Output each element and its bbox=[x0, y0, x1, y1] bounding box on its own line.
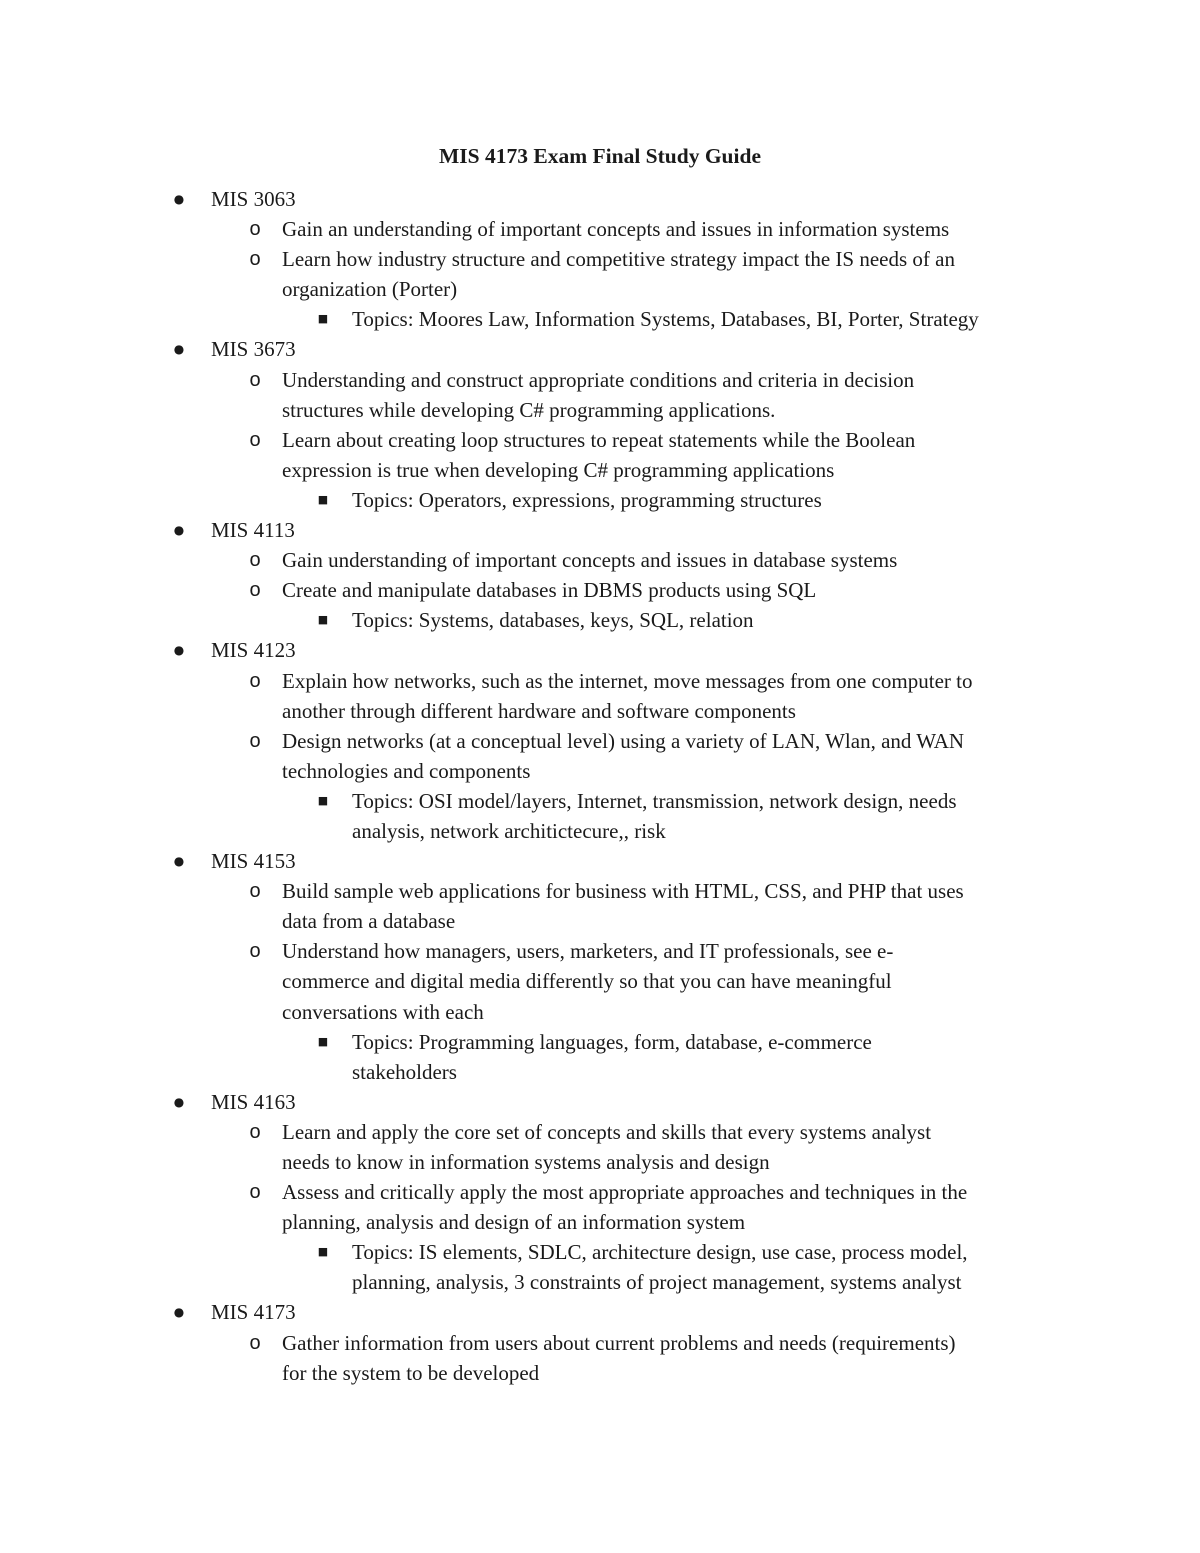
objective-item-text: Learn how industry structure and competitive strategy impact the IS needs of an bbox=[282, 247, 955, 272]
bullet-circle-icon: o bbox=[249, 248, 261, 271]
course-heading-text: MIS 4113 bbox=[211, 518, 295, 543]
course-heading bbox=[0, 334, 1200, 364]
bullet-square-icon: ■ bbox=[317, 312, 329, 326]
objective-continuation-text: commerce and digital media differently so that you can have meaningful bbox=[282, 969, 892, 994]
course-heading-text: MIS 4123 bbox=[211, 638, 296, 663]
bullet-circle-icon: o bbox=[249, 1331, 261, 1354]
topics-item-text: Topics: IS elements, SDLC, architecture design, use case, process model, bbox=[352, 1240, 968, 1265]
objective-item bbox=[0, 1177, 1200, 1207]
objective-item-text: Gain understanding of important concepts and issues in database systems bbox=[282, 548, 898, 573]
bullet-circle-icon: o bbox=[249, 428, 261, 451]
topics-item bbox=[0, 1027, 1200, 1057]
objective-item bbox=[0, 1328, 1200, 1358]
topics-continuation-text: analysis, network architictecure,, risk bbox=[352, 818, 666, 843]
objective-continuation-text: organization (Porter) bbox=[282, 277, 458, 302]
objective-continuation bbox=[0, 906, 1200, 936]
objective-item-text: Create and manipulate databases in DBMS products using SQL bbox=[282, 578, 817, 603]
objective-item bbox=[0, 666, 1200, 696]
bullet-circle-icon: o bbox=[249, 549, 261, 572]
course-heading-text: MIS 4153 bbox=[211, 849, 296, 874]
topics-item-text: Topics: OSI model/layers, Internet, transmission, network design, needs bbox=[352, 788, 957, 813]
topics-continuation bbox=[0, 816, 1200, 846]
course-heading bbox=[0, 515, 1200, 545]
bullet-circle-icon: o bbox=[249, 1181, 261, 1204]
bullet-square-icon: ■ bbox=[317, 1034, 329, 1048]
objective-continuation bbox=[0, 1207, 1200, 1237]
objective-item-text: Understanding and construct appropriate conditions and criteria in decision bbox=[282, 367, 915, 392]
course-heading-text: MIS 4173 bbox=[211, 1300, 296, 1325]
bullet-dot-icon: ● bbox=[173, 523, 185, 538]
objective-item-text: Explain how networks, such as the internet, move messages from one computer to bbox=[282, 668, 973, 693]
objective-item-text: Assess and critically apply the most appropriate approaches and techniques in the bbox=[282, 1180, 968, 1205]
objective-item bbox=[0, 214, 1200, 244]
bullet-circle-icon: o bbox=[249, 669, 261, 692]
objective-item-text: Gather information from users about current problems and needs (requirements) bbox=[282, 1330, 956, 1355]
bullet-circle-icon: o bbox=[249, 880, 261, 903]
topics-item-text: Topics: Moores Law, Information Systems, Databases, BI, Porter, Strategy bbox=[352, 307, 979, 332]
bullet-dot-icon: ● bbox=[173, 192, 185, 206]
objective-continuation bbox=[0, 966, 1200, 996]
bullet-square-icon: ■ bbox=[317, 492, 329, 506]
objective-continuation bbox=[0, 455, 1200, 485]
objective-continuation bbox=[0, 756, 1200, 786]
bullet-square-icon: ■ bbox=[317, 613, 329, 627]
topics-item-text: Topics: Systems, databases, keys, SQL, relation bbox=[352, 608, 754, 633]
bullet-square-icon: ■ bbox=[317, 1245, 329, 1259]
objective-item-text: Understand how managers, users, marketers, and IT professionals, see e- bbox=[282, 939, 894, 964]
objective-item-text: Build sample web applications for business with HTML, CSS, and PHP that uses bbox=[282, 879, 964, 904]
bullet-circle-icon: o bbox=[249, 579, 261, 602]
topics-continuation bbox=[0, 1057, 1200, 1087]
objective-item-text: Learn and apply the core set of concepts and skills that every systems analyst bbox=[282, 1119, 932, 1144]
objective-item bbox=[0, 365, 1200, 395]
study-guide-outline bbox=[0, 184, 1200, 1388]
objective-item bbox=[0, 726, 1200, 756]
objective-item bbox=[0, 244, 1200, 274]
objective-item-text: Design networks (at a conceptual level) using a variety of LAN, Wlan, and WAN bbox=[282, 728, 965, 753]
page-title: MIS 4173 Exam Final Study Guide bbox=[439, 144, 761, 168]
topics-continuation-text: stakeholders bbox=[352, 1059, 457, 1084]
bullet-dot-icon: ● bbox=[173, 1305, 185, 1320]
objective-continuation-text: needs to know in information systems analysis and design bbox=[282, 1150, 770, 1174]
objective-continuation-text: another through different hardware and software components bbox=[282, 698, 796, 723]
objective-item bbox=[0, 876, 1200, 906]
objective-item bbox=[0, 425, 1200, 455]
bullet-circle-icon: o bbox=[249, 368, 261, 391]
bullet-square-icon: ■ bbox=[317, 793, 329, 807]
course-heading bbox=[0, 846, 1200, 876]
course-heading-text: MIS 3063 bbox=[211, 187, 296, 211]
course-heading bbox=[0, 1297, 1200, 1327]
topics-item-text: Topics: Programming languages, form, database, e-commerce bbox=[352, 1029, 872, 1054]
course-heading bbox=[0, 184, 1200, 214]
objective-item bbox=[0, 936, 1200, 966]
objective-continuation-text: structures while developing C# programming applications. bbox=[282, 397, 776, 422]
topics-item bbox=[0, 605, 1200, 635]
objective-item bbox=[0, 1117, 1200, 1147]
topics-item bbox=[0, 304, 1200, 334]
objective-item bbox=[0, 545, 1200, 575]
objective-continuation bbox=[0, 696, 1200, 726]
bullet-dot-icon: ● bbox=[173, 342, 185, 357]
course-heading bbox=[0, 1087, 1200, 1117]
objective-item bbox=[0, 575, 1200, 605]
objective-continuation-text: technologies and components bbox=[282, 758, 531, 783]
objective-continuation bbox=[0, 1358, 1200, 1388]
course-heading-text: MIS 3673 bbox=[211, 337, 296, 362]
objective-continuation bbox=[0, 395, 1200, 425]
objective-continuation-text: data from a database bbox=[282, 909, 456, 934]
topics-item-text: Topics: Operators, expressions, programming structures bbox=[352, 487, 822, 512]
objective-continuation bbox=[0, 274, 1200, 304]
topics-item bbox=[0, 1237, 1200, 1267]
objective-continuation bbox=[0, 1147, 1200, 1177]
topics-continuation-text: planning, analysis, 3 constraints of project management, systems analyst bbox=[352, 1270, 962, 1295]
bullet-dot-icon: ● bbox=[173, 1094, 185, 1109]
objective-item-text: Learn about creating loop structures to repeat statements while the Boolean bbox=[282, 427, 916, 452]
course-heading-text: MIS 4163 bbox=[211, 1089, 296, 1114]
topics-item bbox=[0, 786, 1200, 816]
bullet-circle-icon: o bbox=[249, 1120, 261, 1143]
objective-continuation-text: expression is true when developing C# programming applications bbox=[282, 457, 835, 482]
bullet-circle-icon: o bbox=[249, 940, 261, 963]
objective-continuation-text: for the system to be developed bbox=[282, 1360, 540, 1385]
bullet-circle-icon: o bbox=[249, 218, 261, 241]
bullet-dot-icon: ● bbox=[173, 854, 185, 869]
topics-continuation bbox=[0, 1267, 1200, 1297]
objective-continuation bbox=[0, 997, 1200, 1027]
objective-continuation-text: planning, analysis and design of an information system bbox=[282, 1210, 746, 1235]
objective-item-text: Gain an understanding of important concepts and issues in information systems bbox=[282, 217, 950, 242]
course-heading bbox=[0, 635, 1200, 665]
topics-item bbox=[0, 485, 1200, 515]
bullet-dot-icon: ● bbox=[173, 643, 185, 658]
objective-continuation-text: conversations with each bbox=[282, 999, 484, 1024]
bullet-circle-icon: o bbox=[249, 729, 261, 752]
